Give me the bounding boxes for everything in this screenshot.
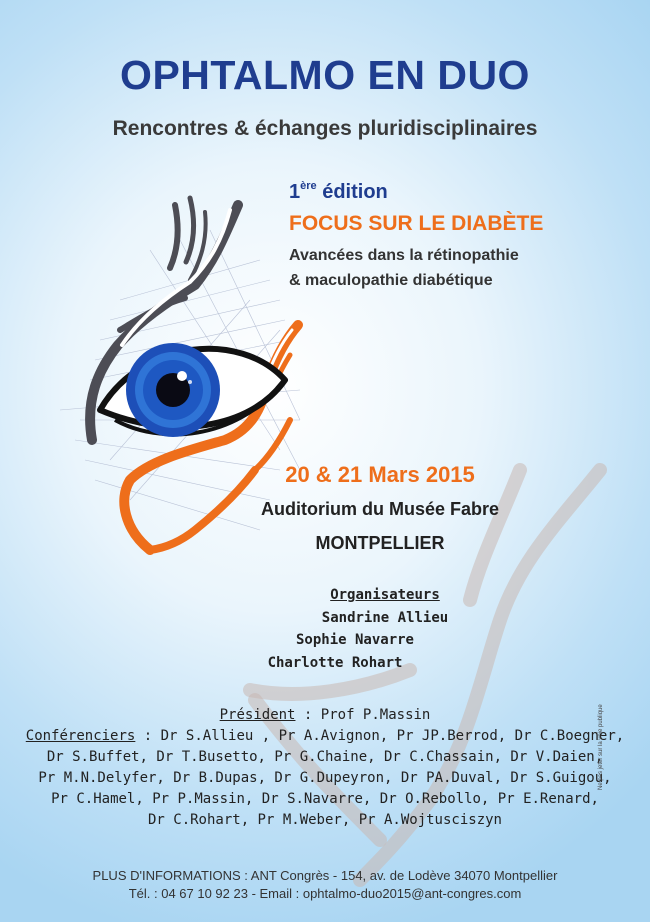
- organiser-name: Charlotte Rohart: [267, 655, 403, 671]
- event-dates: 20 & 21 Mars 2015: [285, 462, 475, 487]
- focus-heading: FOCUS SUR LE DIABÈTE: [289, 212, 544, 235]
- organisers-heading: Organisateurs: [330, 587, 440, 603]
- speakers-line: Pr C.Hamel, Pr P.Massin, Dr S.Navarre, Dr O.Rebollo, Pr E.Renard,: [51, 791, 599, 807]
- speakers-first-names: : Dr S.Allieu , Pr A.Avignon, Pr JP.Berrod, Dr C.Boegner,: [135, 728, 625, 744]
- organiser-name: Sophie Navarre: [295, 632, 414, 648]
- info-address: PLUS D'INFORMATIONS : ANT Congrès - 154, av. de Lodève 34070 Montpellier: [92, 868, 558, 883]
- side-note: Ne pas jeter sur la voie publique: [598, 704, 604, 790]
- event-city: MONTPELLIER: [315, 533, 445, 553]
- advances-line-2: & maculopathie diabétique: [289, 272, 493, 289]
- poster-title: OPHTALMO EN DUO: [120, 52, 530, 98]
- edition-label: [289, 180, 388, 204]
- info-contact: Tél. : 04 67 10 92 23 - Email : ophtalmo-duo2015@ant-congres.com: [128, 886, 522, 901]
- speakers-line: Dr S.Buffet, Dr T.Busetto, Pr G.Chaine, Dr C.Chassain, Dr V.Daien,: [46, 749, 604, 765]
- organiser-name: Sandrine Allieu: [321, 610, 449, 626]
- event-venue: Auditorium du Musée Fabre: [260, 499, 500, 519]
- speakers-line: Dr C.Rohart, Pr M.Weber, Pr A.Wojtusciszyn: [147, 812, 502, 828]
- president-label: Président: [219, 707, 296, 723]
- edition-number: 1: [289, 181, 301, 203]
- edition-word: édition: [322, 181, 388, 203]
- poster-subtitle: Rencontres & échanges pluridisciplinaires: [112, 117, 538, 140]
- president-line: [0, 707, 650, 723]
- speakers-line: Pr M.N.Delyfer, Dr B.Dupas, Dr G.Dupeyron, Dr PA.Duval, Dr S.Guigou,: [38, 770, 612, 786]
- edition-superscript: ère: [300, 180, 317, 192]
- speakers-label: Conférenciers: [25, 728, 136, 744]
- president-name: Prof P.Massin: [320, 707, 431, 723]
- advances-line-1: Avancées dans la rétinopathie: [289, 247, 519, 264]
- president-separator: :: [295, 707, 321, 723]
- speakers-line-1: [0, 728, 650, 744]
